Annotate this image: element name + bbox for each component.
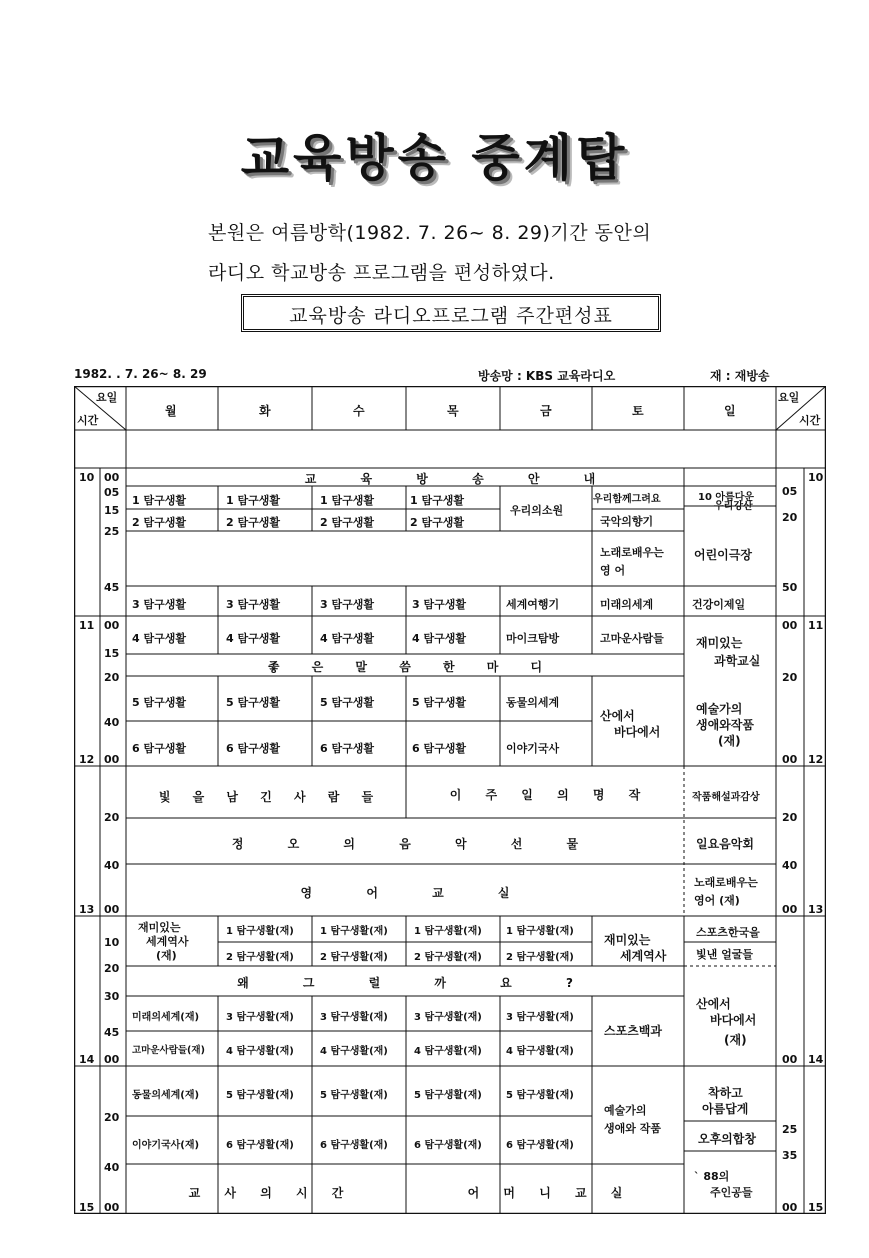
program-cell: 바다에서 (614, 725, 661, 739)
program-cell: 재미있는 (604, 933, 651, 947)
program-cell: 바다에서 (710, 1013, 757, 1027)
program-cell: 6 탐구생활(재) (226, 1140, 294, 1151)
corner-day-label: 요일 (96, 391, 118, 404)
program-cell: 우리함께그려요 (593, 494, 661, 505)
program-cell: 2 탐구생활 (132, 516, 186, 529)
program-cell: 스포츠한국을 (696, 926, 760, 939)
minute-label-right: 35 (782, 1149, 798, 1162)
program-cell: 3 탐구생활 (226, 598, 280, 611)
program-cell: 생애와작품 (696, 718, 754, 732)
network-label: 방송망 : KBS 교육라디오 (478, 369, 616, 383)
program-cell: 1 탐구생활 (226, 494, 280, 507)
program-cell: 아름답게 (702, 1102, 749, 1116)
minute-label: 05 (104, 486, 120, 499)
program-cell: 세계여행기 (506, 598, 560, 611)
program-cell: 우리강산 (714, 501, 753, 512)
program-cell: 이야기국사(재) (132, 1140, 200, 1151)
program-cell: 4 탐구생활(재) (414, 1046, 482, 1057)
hour-label: 13 (79, 903, 95, 916)
program-cell: 재미있는 (138, 921, 181, 934)
program-cell: 2 탐구생활(재) (506, 952, 574, 963)
hour-label: 11 (79, 619, 95, 632)
program-cell: (재) (724, 1033, 747, 1047)
program-cell: 6 탐구생활 (412, 742, 466, 755)
program-cell: 2 탐구생활 (320, 516, 374, 529)
program-cell: 6 탐구생활 (226, 742, 280, 755)
program-cell: 2 탐구생활(재) (320, 952, 388, 963)
program-cell: 착하고 (708, 1086, 743, 1100)
program-cell: 2 탐구생활(재) (414, 952, 482, 963)
minute-label: 00 (104, 619, 120, 632)
program-cell: 고마운사람들 (600, 632, 664, 645)
hour-label-right: 13 (808, 903, 824, 916)
corner-time-label-right: 시간 (799, 414, 821, 427)
hour-label: 15 (79, 1201, 95, 1214)
minute-label-right: 50 (782, 581, 798, 594)
page-title: 교육방송 중계탑 (240, 129, 629, 187)
intro-line-1: 본원은 여름방학(1982. 7. 26~ 8. 29)기간 동안의 (208, 222, 652, 244)
program-cell: (재) (718, 734, 741, 748)
program-cell: 고마운사람들(재) (132, 1045, 205, 1056)
minute-label-right: 20 (782, 511, 798, 524)
program-cell: 3 탐구생활 (320, 598, 374, 611)
day-sun: 일 (724, 404, 736, 418)
program-cell: 1 탐구생활 (320, 494, 374, 507)
minute-label-right: 00 (782, 1053, 798, 1066)
program-cell: 영 어 (600, 564, 626, 577)
minute-label: 00 (104, 903, 120, 916)
minute-label-right: 20 (782, 811, 798, 824)
program-cell: 건강이제일 (692, 598, 746, 611)
schedule-box-title: 교육방송 라디오프로그램 주간편성표 (241, 294, 661, 332)
program-cell: 1 탐구생활(재) (226, 926, 294, 937)
program-shining-people: 빛 을 남 긴 사 람 들 (158, 790, 374, 804)
program-cell: 6 탐구생활(재) (320, 1140, 388, 1151)
hour-label-right: 12 (808, 753, 824, 766)
hour-label-right: 14 (808, 1053, 824, 1066)
program-cell: 3 탐구생활(재) (506, 1012, 574, 1023)
program-cell: 4 탐구생활 (226, 632, 280, 645)
schedule-table (74, 386, 826, 1214)
program-cell: 5 탐구생활 (226, 696, 280, 709)
program-cell: 일요음악회 (696, 837, 754, 851)
minute-label: 20 (104, 1111, 120, 1124)
minute-label: 20 (104, 811, 120, 824)
minute-label: 20 (104, 962, 120, 975)
program-cell: 생애와 작품 (604, 1122, 661, 1135)
program-cell: 6 탐구생활 (132, 742, 186, 755)
minute-label: 40 (104, 859, 120, 872)
minute-label-right: 05 (782, 485, 798, 498)
program-cell: 오후의합창 (698, 1132, 756, 1146)
program-cell: 3 탐구생활 (132, 598, 186, 611)
minute-label: 15 (104, 647, 120, 660)
program-cell: 6 탐구생활(재) (414, 1140, 482, 1151)
program-cell: 영어 (재) (694, 894, 740, 907)
minute-label-right: 00 (782, 903, 798, 916)
program-cell: 4 탐구생활(재) (506, 1046, 574, 1057)
program-cell: 4 탐구생활 (132, 632, 186, 645)
program-cell: 6 탐구생활 (320, 742, 374, 755)
minute-label: 15 (104, 504, 120, 517)
program-cell: 5 탐구생활(재) (226, 1090, 294, 1101)
minute-label: 00 (104, 753, 120, 766)
rebroadcast-legend: 재 : 재방송 (710, 369, 770, 383)
minute-label: 00 (104, 1201, 120, 1214)
day-tue: 화 (259, 404, 271, 418)
program-cell: 산에서 (696, 997, 731, 1011)
minute-label-right: 00 (782, 753, 798, 766)
program-cell: 1 탐구생활(재) (414, 926, 482, 937)
program-cell: 노래로배우는 (600, 546, 664, 559)
day-mon: 월 (165, 404, 177, 418)
hour-label-right: 10 (808, 471, 824, 484)
program-guide: 교 육 방 송 안 내 (304, 472, 596, 486)
program-cell: 산에서 (600, 709, 635, 723)
program-cell: 2 탐구생활(재) (226, 952, 294, 963)
program-cell: 6 탐구생활(재) (506, 1140, 574, 1151)
program-cell: 동물의세계(재) (132, 1090, 200, 1101)
day-fri: 금 (540, 404, 552, 418)
program-cell: 동물의세계 (506, 696, 560, 709)
program-cell: 마이크탐방 (506, 632, 560, 645)
program-cell: 우리의소원 (510, 504, 564, 517)
program-cell: ` 88의 (694, 1170, 730, 1183)
minute-label: 10 (104, 936, 120, 949)
day-wed: 수 (353, 404, 365, 418)
date-range: 1982. . 7. 26~ 8. 29 (74, 367, 207, 381)
minute-label: 40 (104, 716, 120, 729)
intro-line-2: 라디오 학교방송 프로그램을 편성하였다. (208, 262, 555, 284)
program-cell: 스포츠백과 (604, 1024, 662, 1038)
program-teacher-time: 교 사 의 시 간 (188, 1186, 344, 1200)
minute-label-right: 20 (782, 671, 798, 684)
day-sat: 토 (632, 404, 644, 418)
hour-label: 12 (79, 753, 95, 766)
hour-label: 10 (79, 471, 95, 484)
minute-label: 40 (104, 1161, 120, 1174)
program-cell: 이야기국사 (506, 742, 560, 755)
program-cell: 10 아름다운 (698, 492, 755, 503)
program-cell: 주인공들 (710, 1186, 753, 1199)
minute-label-right: 00 (782, 1201, 798, 1214)
minute-label-right: 40 (782, 859, 798, 872)
program-english-class: 영 어 교 실 (300, 886, 510, 900)
program-why: 왜 그 럴 까 요 ? (237, 976, 573, 990)
day-thu: 목 (447, 404, 459, 418)
program-cell: 4 탐구생활 (320, 632, 374, 645)
program-cell: 4 탐구생활(재) (320, 1046, 388, 1057)
program-cell: 예술가의 (696, 702, 743, 716)
program-cell: 5 탐구생활 (412, 696, 466, 709)
program-cell: 1 탐구생활 (410, 494, 464, 507)
program-cell: 4 탐구생활(재) (226, 1046, 294, 1057)
program-cell: 빛낸 얼굴들 (696, 948, 753, 961)
corner-day-label-right: 요일 (778, 391, 800, 404)
program-cell: 4 탐구생활 (412, 632, 466, 645)
hour-label: 14 (79, 1053, 95, 1066)
program-cell: 국악의향기 (600, 515, 654, 528)
corner-time-label: 시간 (77, 414, 99, 427)
program-cell: 과학교실 (714, 654, 761, 668)
program-mother-class: 어 머 니 교 실 (467, 1186, 623, 1200)
program-cell: 노래로배우는 (694, 876, 758, 889)
program-cell: 5 탐구생활(재) (506, 1090, 574, 1101)
program-cell: (재) (156, 949, 177, 962)
program-cell: 미래의세계 (600, 598, 654, 611)
minute-label-right: 25 (782, 1123, 798, 1136)
program-cell: 2 탐구생활 (410, 516, 464, 529)
program-cell: 5 탐구생활(재) (320, 1090, 388, 1101)
minute-label: 00 (104, 471, 120, 484)
minute-label: 45 (104, 1026, 120, 1039)
minute-label: 30 (104, 990, 120, 1003)
hour-label-right: 15 (808, 1201, 824, 1214)
minute-label: 00 (104, 1053, 120, 1066)
program-cell: 3 탐구생활(재) (320, 1012, 388, 1023)
program-cell: 3 탐구생활(재) (226, 1012, 294, 1023)
program-cell: 세계역사 (146, 935, 189, 948)
program-cell: 1 탐구생활 (132, 494, 186, 507)
program-cell: 1 탐구생활(재) (506, 926, 574, 937)
program-cell: 어린이극장 (694, 548, 752, 562)
program-cell: 5 탐구생활(재) (414, 1090, 482, 1101)
program-noon-music: 정 오 의 음 악 선 물 (231, 837, 579, 851)
program-cell: 5 탐구생활 (132, 696, 186, 709)
program-good-words: 좋 은 말 씀 한 마 디 (267, 660, 543, 674)
program-weekly-masterpiece: 이 주 일 의 명 작 (449, 788, 641, 802)
program-cell: 2 탐구생활 (226, 516, 280, 529)
program-cell: 3 탐구생활 (412, 598, 466, 611)
minute-label-right: 00 (782, 619, 798, 632)
program-cell: 미래의세계(재) (132, 1012, 200, 1023)
hour-label-right: 11 (808, 619, 824, 632)
program-cell: 1 탐구생활(재) (320, 926, 388, 937)
program-cell: 세계역사 (620, 949, 667, 963)
minute-label: 20 (104, 671, 120, 684)
minute-label: 25 (104, 525, 120, 538)
program-cell: 예술가의 (604, 1104, 647, 1117)
program-cell: 재미있는 (696, 636, 743, 650)
program-cell: 작품해설과감상 (692, 792, 760, 803)
program-cell: 3 탐구생활(재) (414, 1012, 482, 1023)
program-cell: 5 탐구생활 (320, 696, 374, 709)
minute-label: 45 (104, 581, 120, 594)
